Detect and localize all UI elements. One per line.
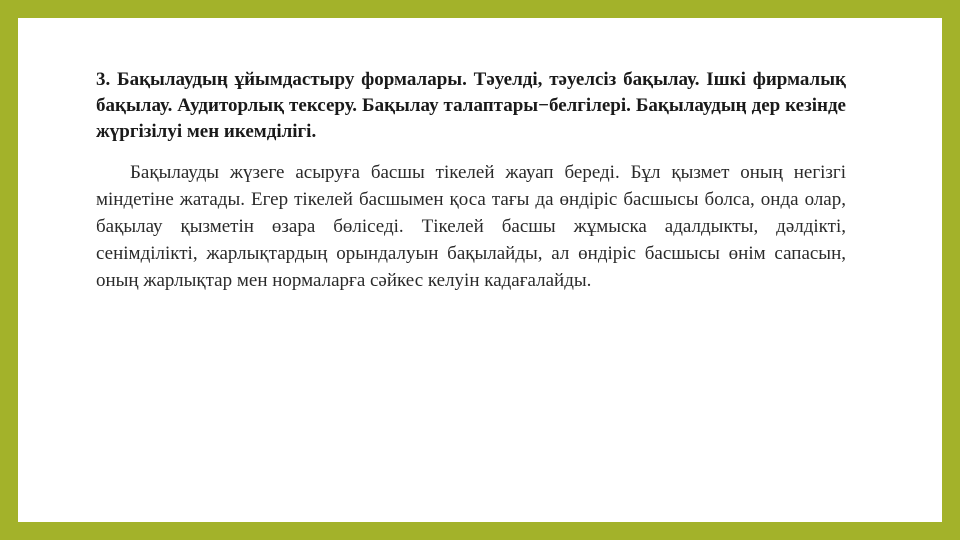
slide-paragraph: Бақылауды жүзеге асыруға басшы тікелей жауап береді. Бұл қызмет оның негізгі міндетіне жатады. Егер тікелей басшымен қоса тағы да өндіріс басшысы болса, онда олар, бақылау қызметін өзара бөліседі. Тікелей басшы жұмыска адалдыкты, дәлдікті, сенімділікті, жарлықтардың орындалуын бақылайды, ал өндіріс басшысы өнім сапасын, оның жарлықтар мен нормаларға сәйкес келуін кадағалайды. bbox=[96, 162, 846, 291]
slide-heading: 3. Бақылаудың ұйымдастыру формалары. Тәуелді, тәуелсіз бақылау. Ішкі фирмалық бақылау. Аудиторлық тексеру. Бақылау талаптары−белгілері. Бақылаудың дер кезінде жүргізілуі мен икемділігі. bbox=[96, 69, 846, 142]
slide-content bbox=[96, 67, 846, 294]
slide-panel bbox=[18, 18, 942, 522]
